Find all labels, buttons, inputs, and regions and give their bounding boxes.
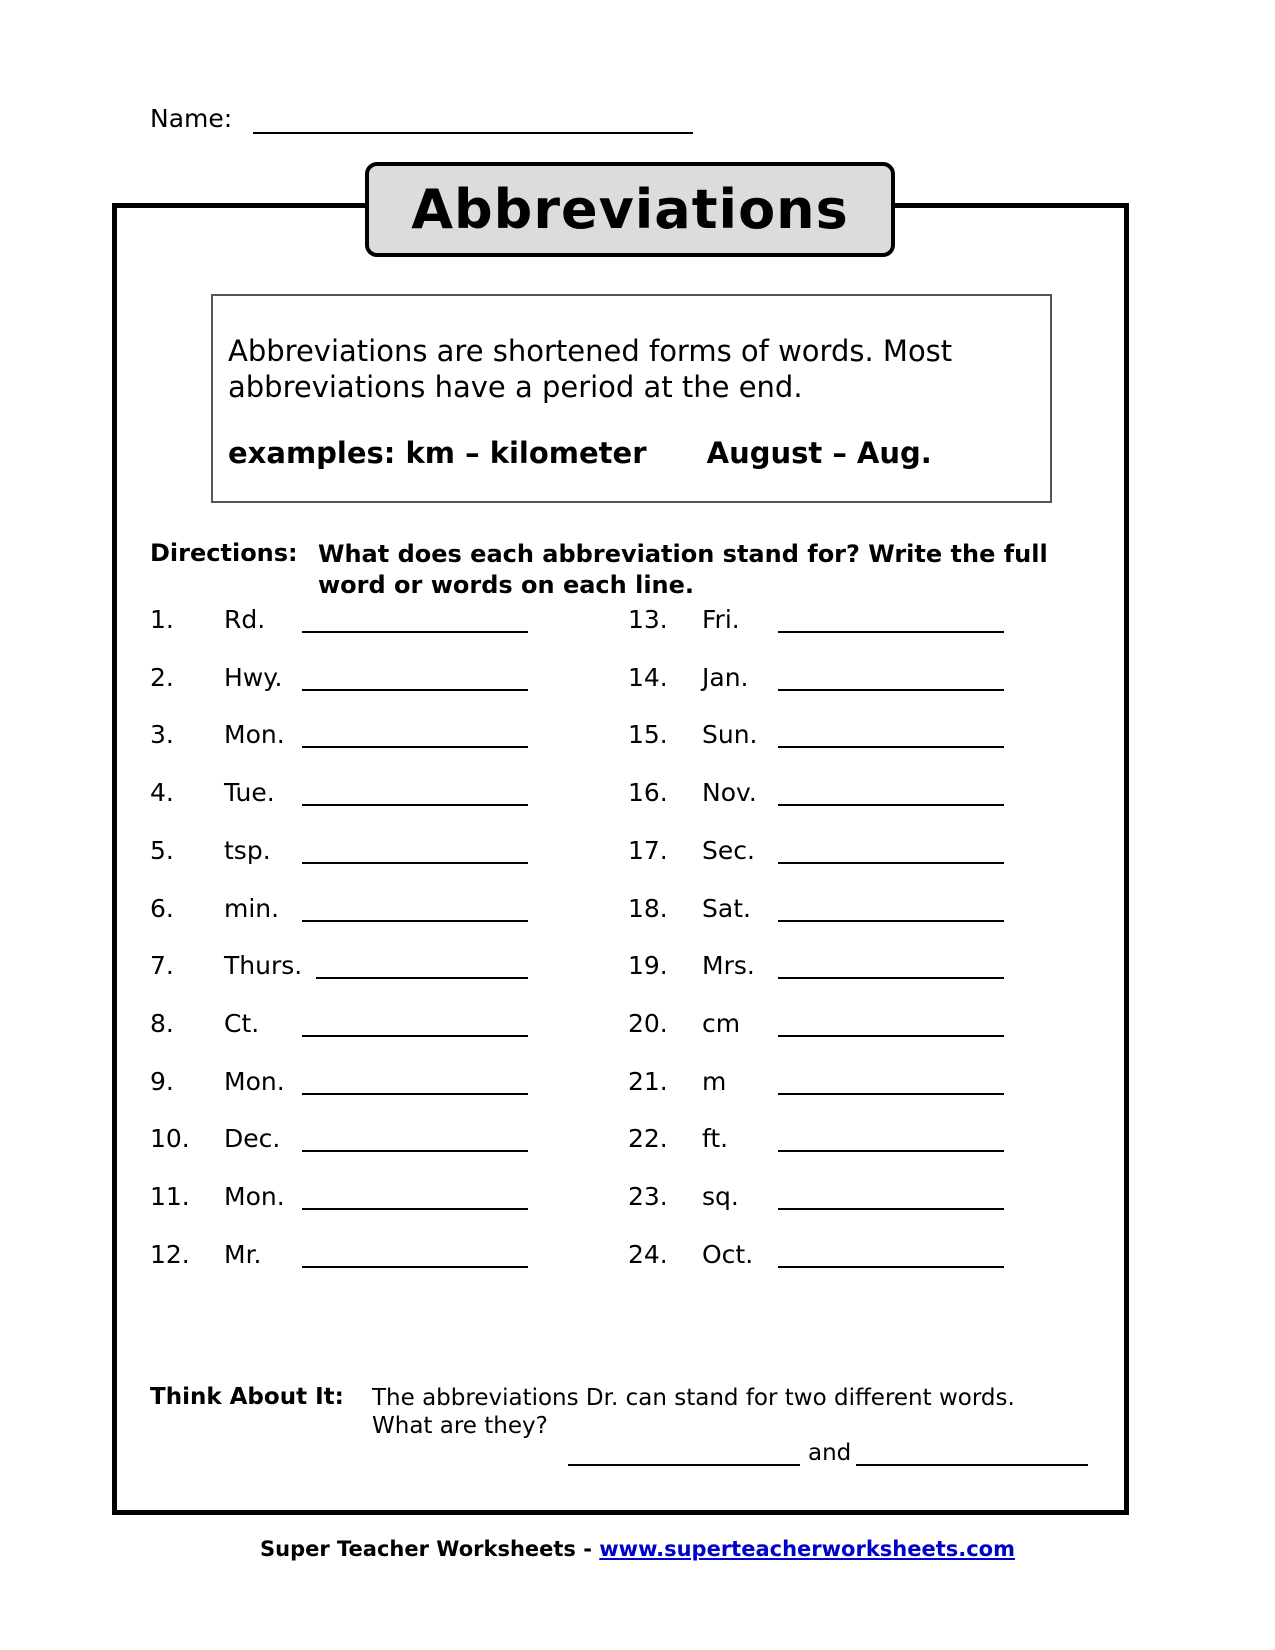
example-2: August – Aug. [706, 436, 932, 470]
answer-line[interactable] [302, 746, 528, 748]
footer-separator: - [575, 1537, 600, 1561]
list-item [628, 720, 1048, 752]
answer-line[interactable] [778, 1150, 1004, 1152]
think-answer-line-2[interactable] [856, 1464, 1088, 1466]
item-abbreviation: Ct. [224, 1009, 260, 1038]
list-item [628, 836, 1048, 868]
item-abbreviation: sq. [702, 1182, 739, 1211]
list-item [150, 720, 570, 752]
answer-line[interactable] [778, 746, 1004, 748]
list-item [628, 1240, 1048, 1272]
list-item [628, 1009, 1048, 1041]
name-label: Name: [150, 104, 233, 133]
footer-brand: Super Teacher Worksheets [260, 1537, 576, 1561]
item-number: 20. [628, 1009, 668, 1038]
item-number: 16. [628, 778, 668, 807]
item-abbreviation: m [702, 1067, 727, 1096]
item-abbreviation: Mrs. [702, 951, 755, 980]
footer [0, 1537, 1275, 1561]
answer-line[interactable] [302, 1093, 528, 1095]
item-number: 21. [628, 1067, 668, 1096]
item-number: 8. [150, 1009, 174, 1038]
answer-line[interactable] [302, 689, 528, 691]
answer-line[interactable] [778, 1266, 1004, 1268]
list-item [628, 778, 1048, 810]
item-abbreviation: Mr. [224, 1240, 262, 1269]
directions-label: Directions: [150, 539, 298, 567]
answer-line[interactable] [302, 1035, 528, 1037]
item-abbreviation: Sec. [702, 836, 755, 865]
item-abbreviation: ft. [702, 1124, 729, 1153]
list-item [150, 1182, 570, 1214]
list-item [150, 605, 570, 637]
answer-line[interactable] [778, 977, 1004, 979]
item-number: 5. [150, 836, 174, 865]
list-item [628, 605, 1048, 637]
think-about-it-label: Think About It: [150, 1384, 344, 1410]
item-abbreviation: Oct. [702, 1240, 754, 1269]
item-number: 7. [150, 951, 174, 980]
answer-line[interactable] [778, 1035, 1004, 1037]
item-number: 17. [628, 836, 668, 865]
item-abbreviation: Mon. [224, 720, 285, 749]
answer-line[interactable] [302, 1208, 528, 1210]
answer-line[interactable] [302, 1266, 528, 1268]
directions-text: What does each abbreviation stand for? Write the full word or words on each line. [318, 540, 1048, 599]
answer-line[interactable] [302, 920, 528, 922]
list-item [628, 1067, 1048, 1099]
list-item [628, 894, 1048, 926]
list-item [150, 951, 570, 983]
answer-line[interactable] [302, 862, 528, 864]
item-abbreviation: Hwy. [224, 663, 283, 692]
item-abbreviation: Fri. [702, 605, 740, 634]
list-item [628, 1124, 1048, 1156]
list-item [150, 836, 570, 868]
footer-link[interactable]: www.superteacherworksheets.com [599, 1537, 1015, 1561]
answer-line[interactable] [778, 631, 1004, 633]
think-and-text: and [808, 1440, 852, 1466]
answer-line[interactable] [302, 1150, 528, 1152]
examples-label: examples: [228, 436, 396, 470]
examples-line [228, 436, 932, 470]
think-answer-row [568, 1440, 1088, 1472]
list-item [628, 663, 1048, 695]
answer-line[interactable] [778, 862, 1004, 864]
item-number: 23. [628, 1182, 668, 1211]
item-abbreviation: Rd. [224, 605, 266, 634]
item-number: 3. [150, 720, 174, 749]
item-number: 11. [150, 1182, 190, 1211]
item-number: 24. [628, 1240, 668, 1269]
list-item [150, 1240, 570, 1272]
item-number: 13. [628, 605, 668, 634]
item-number: 22. [628, 1124, 668, 1153]
think-answer-line-1[interactable] [568, 1464, 800, 1466]
answer-line[interactable] [778, 1208, 1004, 1210]
item-abbreviation: tsp. [224, 836, 271, 865]
item-number: 2. [150, 663, 174, 692]
list-item [150, 1124, 570, 1156]
item-abbreviation: Nov. [702, 778, 757, 807]
item-abbreviation: Sun. [702, 720, 758, 749]
list-item [628, 1182, 1048, 1214]
list-item [150, 663, 570, 695]
think-about-it-text: The abbreviations Dr. can stand for two different words. What are they? [372, 1385, 1015, 1439]
item-abbreviation: cm [702, 1009, 741, 1038]
list-item [150, 1067, 570, 1099]
answer-line[interactable] [778, 804, 1004, 806]
list-item [150, 778, 570, 810]
item-abbreviation: min. [224, 894, 280, 923]
list-item [628, 951, 1048, 983]
item-abbreviation: Mon. [224, 1067, 285, 1096]
item-abbreviation: Jan. [702, 663, 749, 692]
answer-line[interactable] [778, 689, 1004, 691]
list-item [150, 1009, 570, 1041]
item-number: 6. [150, 894, 174, 923]
page-title: Abbreviations [365, 162, 895, 257]
item-abbreviation: Tue. [224, 778, 275, 807]
list-item [150, 894, 570, 926]
item-number: 9. [150, 1067, 174, 1096]
intro-text: Abbreviations are shortened forms of words. Most abbreviations have a period at the end. [228, 334, 953, 404]
answer-line[interactable] [302, 804, 528, 806]
item-abbreviation: Mon. [224, 1182, 285, 1211]
item-number: 14. [628, 663, 668, 692]
example-1: km – kilometer [405, 436, 647, 470]
item-number: 18. [628, 894, 668, 923]
item-number: 19. [628, 951, 668, 980]
name-answer-line[interactable] [253, 132, 693, 134]
item-abbreviation: Sat. [702, 894, 751, 923]
item-abbreviation: Thurs. [224, 951, 303, 980]
item-number: 12. [150, 1240, 190, 1269]
item-number: 4. [150, 778, 174, 807]
item-number: 15. [628, 720, 668, 749]
item-number: 10. [150, 1124, 190, 1153]
answer-line[interactable] [316, 977, 528, 979]
answer-line[interactable] [778, 1093, 1004, 1095]
item-abbreviation: Dec. [224, 1124, 281, 1153]
answer-line[interactable] [302, 631, 528, 633]
item-number: 1. [150, 605, 174, 634]
answer-line[interactable] [778, 920, 1004, 922]
